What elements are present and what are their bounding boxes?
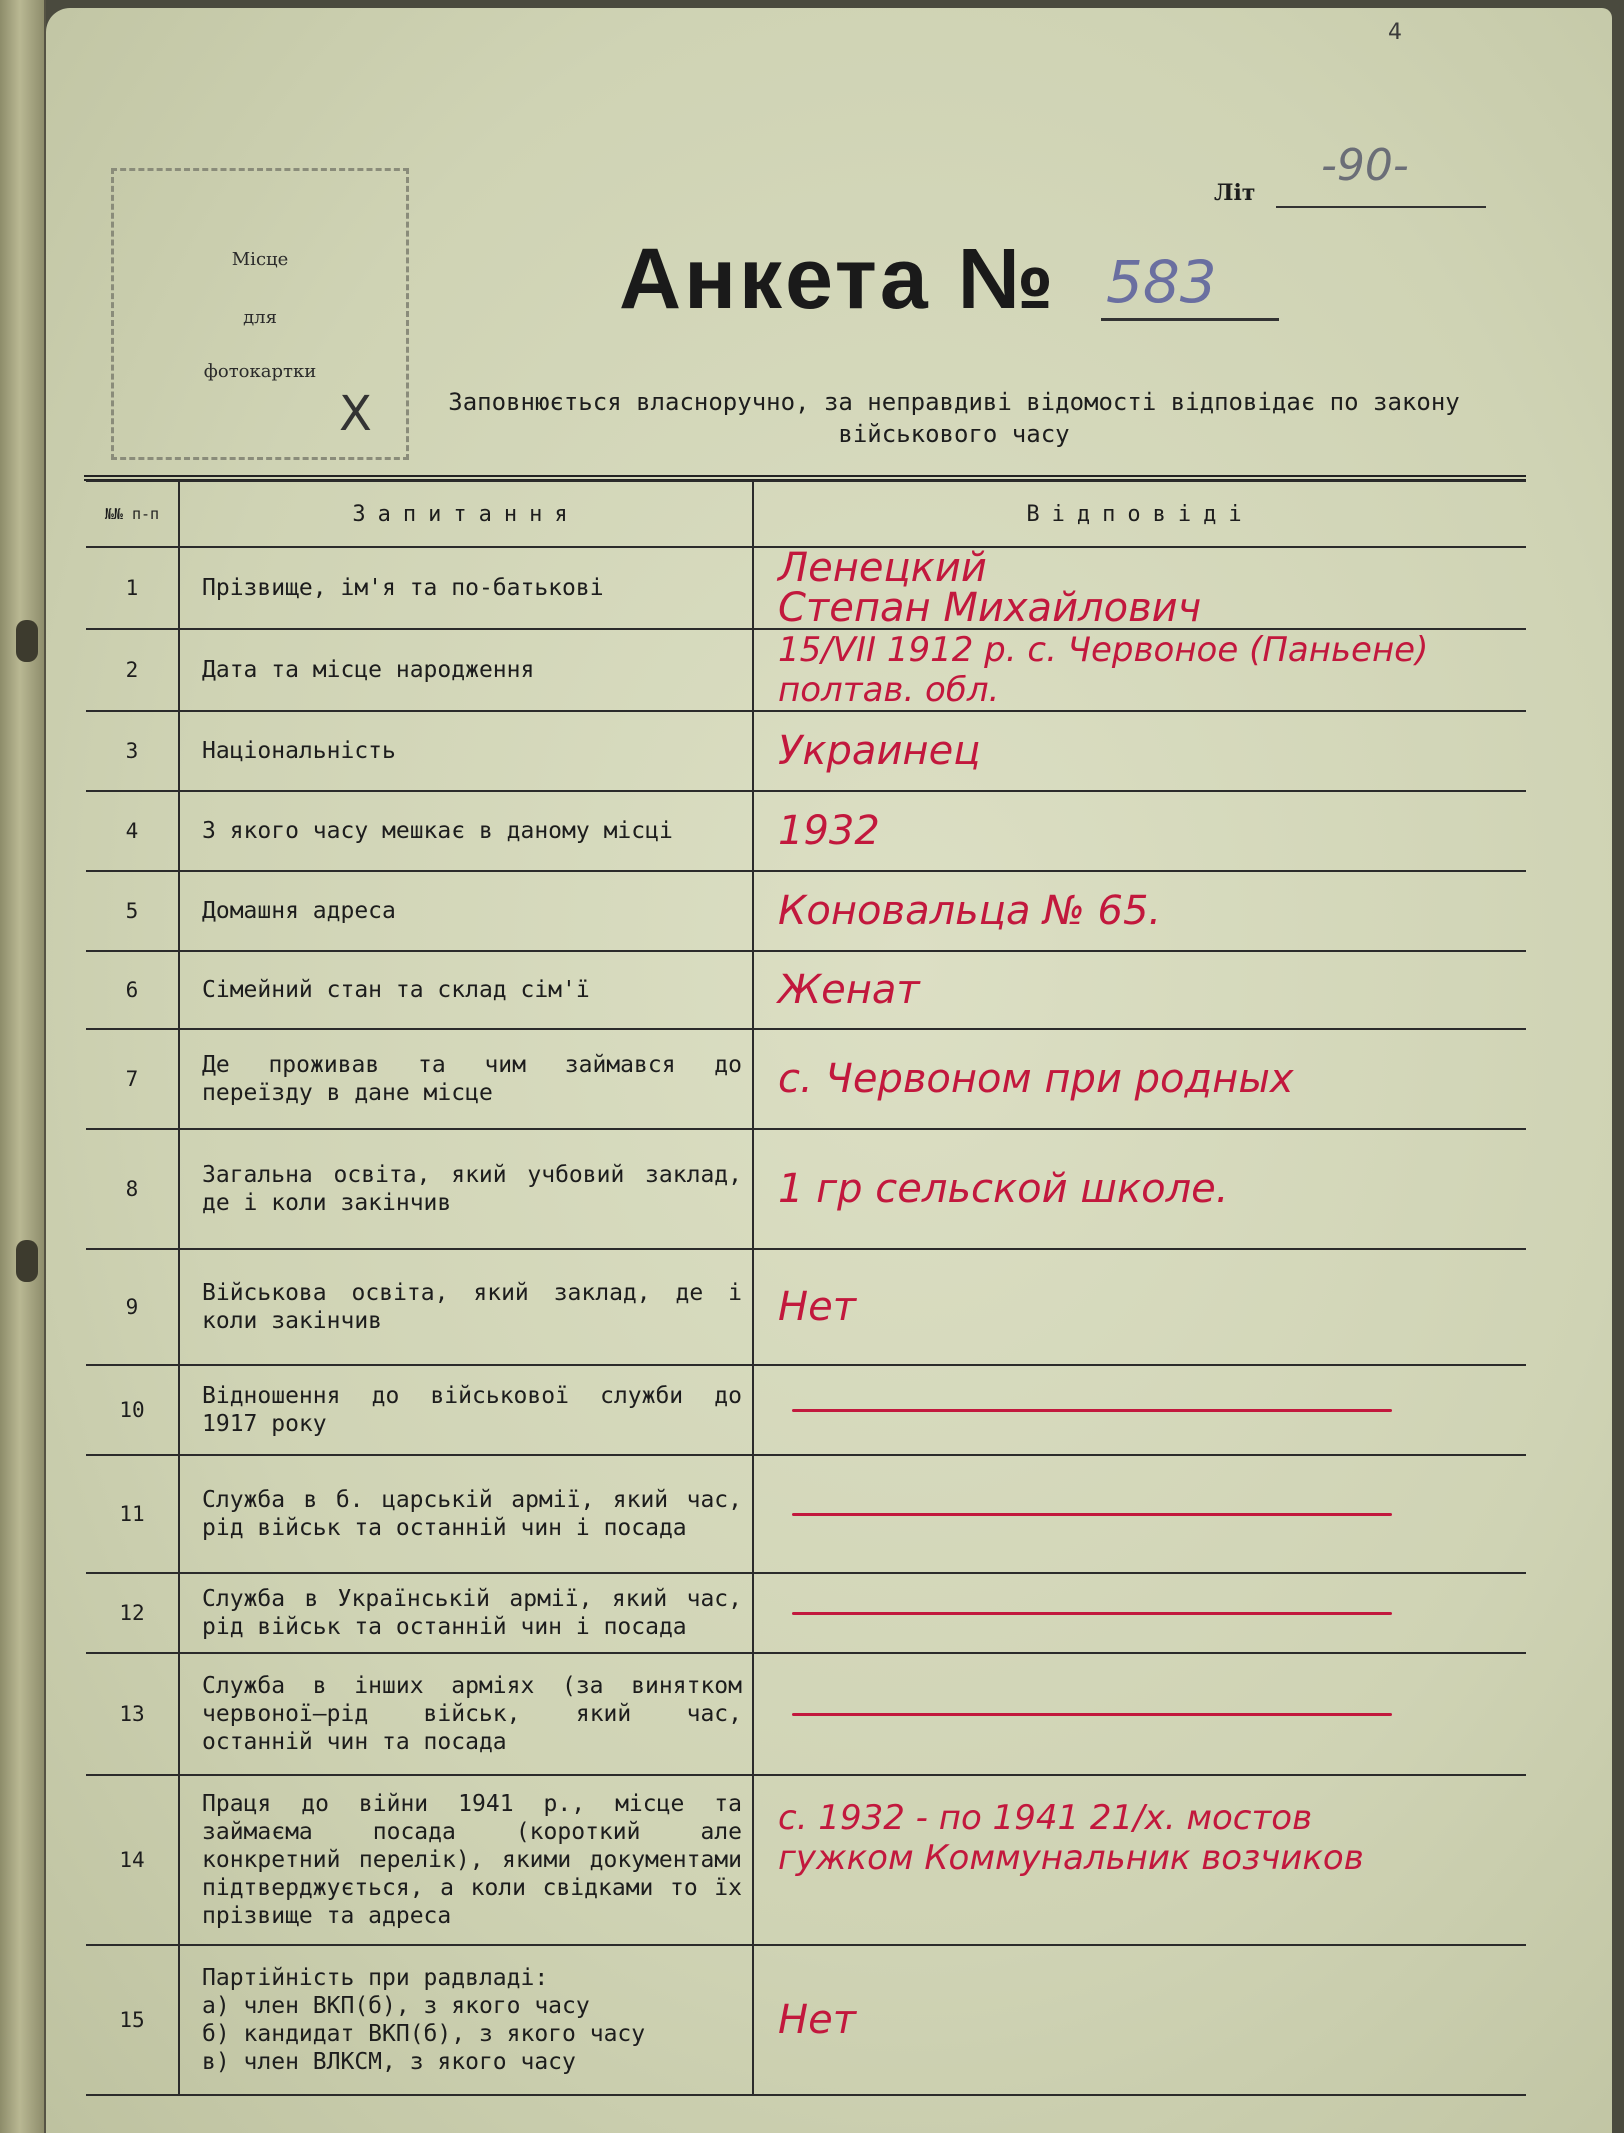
subtitle-line: Заповнюється власноручно, за неправдиві відомості відповідає по закону <box>448 388 1460 416</box>
row-answer[interactable]: Ленецкий Степан Михайлович <box>753 547 1526 629</box>
table-row <box>86 1775 1526 1945</box>
blank-dash <box>792 1409 1392 1412</box>
row-number: 10 <box>86 1365 179 1455</box>
table-row <box>86 1945 1526 2095</box>
row-number: 8 <box>86 1129 179 1249</box>
row-number: 3 <box>86 711 179 791</box>
row-number: 13 <box>86 1653 179 1775</box>
row-number: 12 <box>86 1573 179 1653</box>
row-answer-blank[interactable] <box>753 1365 1526 1455</box>
question-line: б) кандидат ВКП(б), з якого часу <box>202 2021 646 2047</box>
row-question: Прізвище, ім'я та по-батькові <box>179 547 753 629</box>
row-number: 14 <box>86 1775 179 1945</box>
table-row <box>86 1249 1526 1365</box>
row-answer-blank[interactable] <box>753 1653 1526 1775</box>
row-answer[interactable]: 15/VII 1912 р. с. Червоное (Паньене) полтав. обл. <box>753 629 1526 711</box>
row-number: 15 <box>86 1945 179 2095</box>
table-row <box>86 547 1526 629</box>
table-row <box>86 711 1526 791</box>
row-answer-blank[interactable] <box>753 1455 1526 1573</box>
table-row <box>86 1365 1526 1455</box>
header-number: №№ п-п <box>86 481 179 547</box>
sheet-label: Літ <box>1214 180 1256 206</box>
row-number: 1 <box>86 547 179 629</box>
row-answer[interactable]: Коновальца № 65. <box>753 871 1526 951</box>
sheet-number-line <box>1276 206 1486 208</box>
photo-label: Місце <box>231 249 289 270</box>
header-question: Запитання <box>179 481 753 547</box>
table-row <box>86 951 1526 1029</box>
table-row <box>86 629 1526 711</box>
question-line: а) член ВКП(б), з якого часу <box>202 1993 590 2019</box>
row-answer[interactable]: 1 гр сельской школе. <box>753 1129 1526 1249</box>
row-question: Дата та місце народження <box>179 629 753 711</box>
row-answer[interactable]: Женат <box>753 951 1526 1029</box>
row-question: З якого часу мешкає в даному місці <box>179 791 753 871</box>
row-answer-blank[interactable] <box>753 1573 1526 1653</box>
table-row <box>86 791 1526 871</box>
row-answer[interactable]: Нет <box>753 1249 1526 1365</box>
photo-label: фотокартки <box>203 361 317 382</box>
sheet-number: -90- <box>1321 140 1409 191</box>
row-question: Сімейний стан та склад сім'ї <box>179 951 753 1029</box>
row-question: Загальна освіта, який учбовий заклад, де і коли закінчив <box>179 1129 753 1249</box>
row-question: Служба в б. царській армії, який час, рід військ та останній чин і посада <box>179 1455 753 1573</box>
question-line: в) член ВЛКСМ, з якого часу <box>202 2049 576 2075</box>
questionnaire-table <box>86 480 1526 2096</box>
binding-hole <box>16 620 38 662</box>
row-number: 7 <box>86 1029 179 1129</box>
row-question: Домашня адреса <box>179 871 753 951</box>
row-number: 11 <box>86 1455 179 1573</box>
row-number: 9 <box>86 1249 179 1365</box>
row-question: Де проживав та чим займався до переїзду в дане місце <box>179 1029 753 1129</box>
row-answer[interactable]: с. 1932 - по 1941 21/х. мостов гужком Коммунальник возчиков <box>753 1775 1526 1945</box>
questionnaire-number-line <box>1101 318 1279 321</box>
table-row <box>86 1029 1526 1129</box>
question-line: Партійність при радвладі: <box>202 1965 549 1991</box>
blank-dash <box>792 1612 1392 1615</box>
row-question: Праця до війни 1941 р., місце та займаєма посада (короткий але конкретний перелік), якими документами підтверджується, а коли свідками то їх прізвище та адреса <box>179 1775 753 1945</box>
row-question: Військова освіта, який заклад, де і коли закінчив <box>179 1249 753 1365</box>
row-answer[interactable]: с. Червоном при родных <box>753 1029 1526 1129</box>
subtitle-line: військового часу <box>838 420 1070 448</box>
header-answer: Відповіді <box>753 481 1526 547</box>
questionnaire-page <box>46 8 1612 2133</box>
row-question: Служба в інших арміях (за винятком червоної—рід військ, який час, останній чин та посада <box>179 1653 753 1775</box>
row-number: 2 <box>86 629 179 711</box>
photo-mark: X <box>339 386 372 442</box>
table-row <box>86 1129 1526 1249</box>
row-number: 4 <box>86 791 179 871</box>
table-row <box>86 871 1526 951</box>
subtitle <box>386 386 1522 450</box>
binding-hole <box>16 1240 38 1282</box>
photo-label: для <box>243 307 277 328</box>
leaf-number: 4 <box>1388 20 1402 45</box>
row-question: Національність <box>179 711 753 791</box>
row-answer[interactable]: Нет <box>753 1945 1526 2095</box>
row-question <box>179 1945 753 2095</box>
blank-dash <box>792 1513 1392 1516</box>
row-number: 5 <box>86 871 179 951</box>
row-answer[interactable]: 1932 <box>753 791 1526 871</box>
table-row <box>86 1455 1526 1573</box>
row-question: Відношення до військової служби до 1917 року <box>179 1365 753 1455</box>
row-question: Служба в Українській армії, який час, рід військ та останній чин і посада <box>179 1573 753 1653</box>
row-answer[interactable]: Украинец <box>753 711 1526 791</box>
photo-placeholder <box>111 168 409 460</box>
page-title: Анкета № <box>619 231 1057 327</box>
table-row <box>86 1653 1526 1775</box>
binding-edge <box>0 0 46 2133</box>
row-number: 6 <box>86 951 179 1029</box>
questionnaire-number: 583 <box>1106 248 1217 316</box>
table-row <box>86 1573 1526 1653</box>
blank-dash <box>792 1713 1392 1716</box>
table-header-row <box>86 481 1526 547</box>
